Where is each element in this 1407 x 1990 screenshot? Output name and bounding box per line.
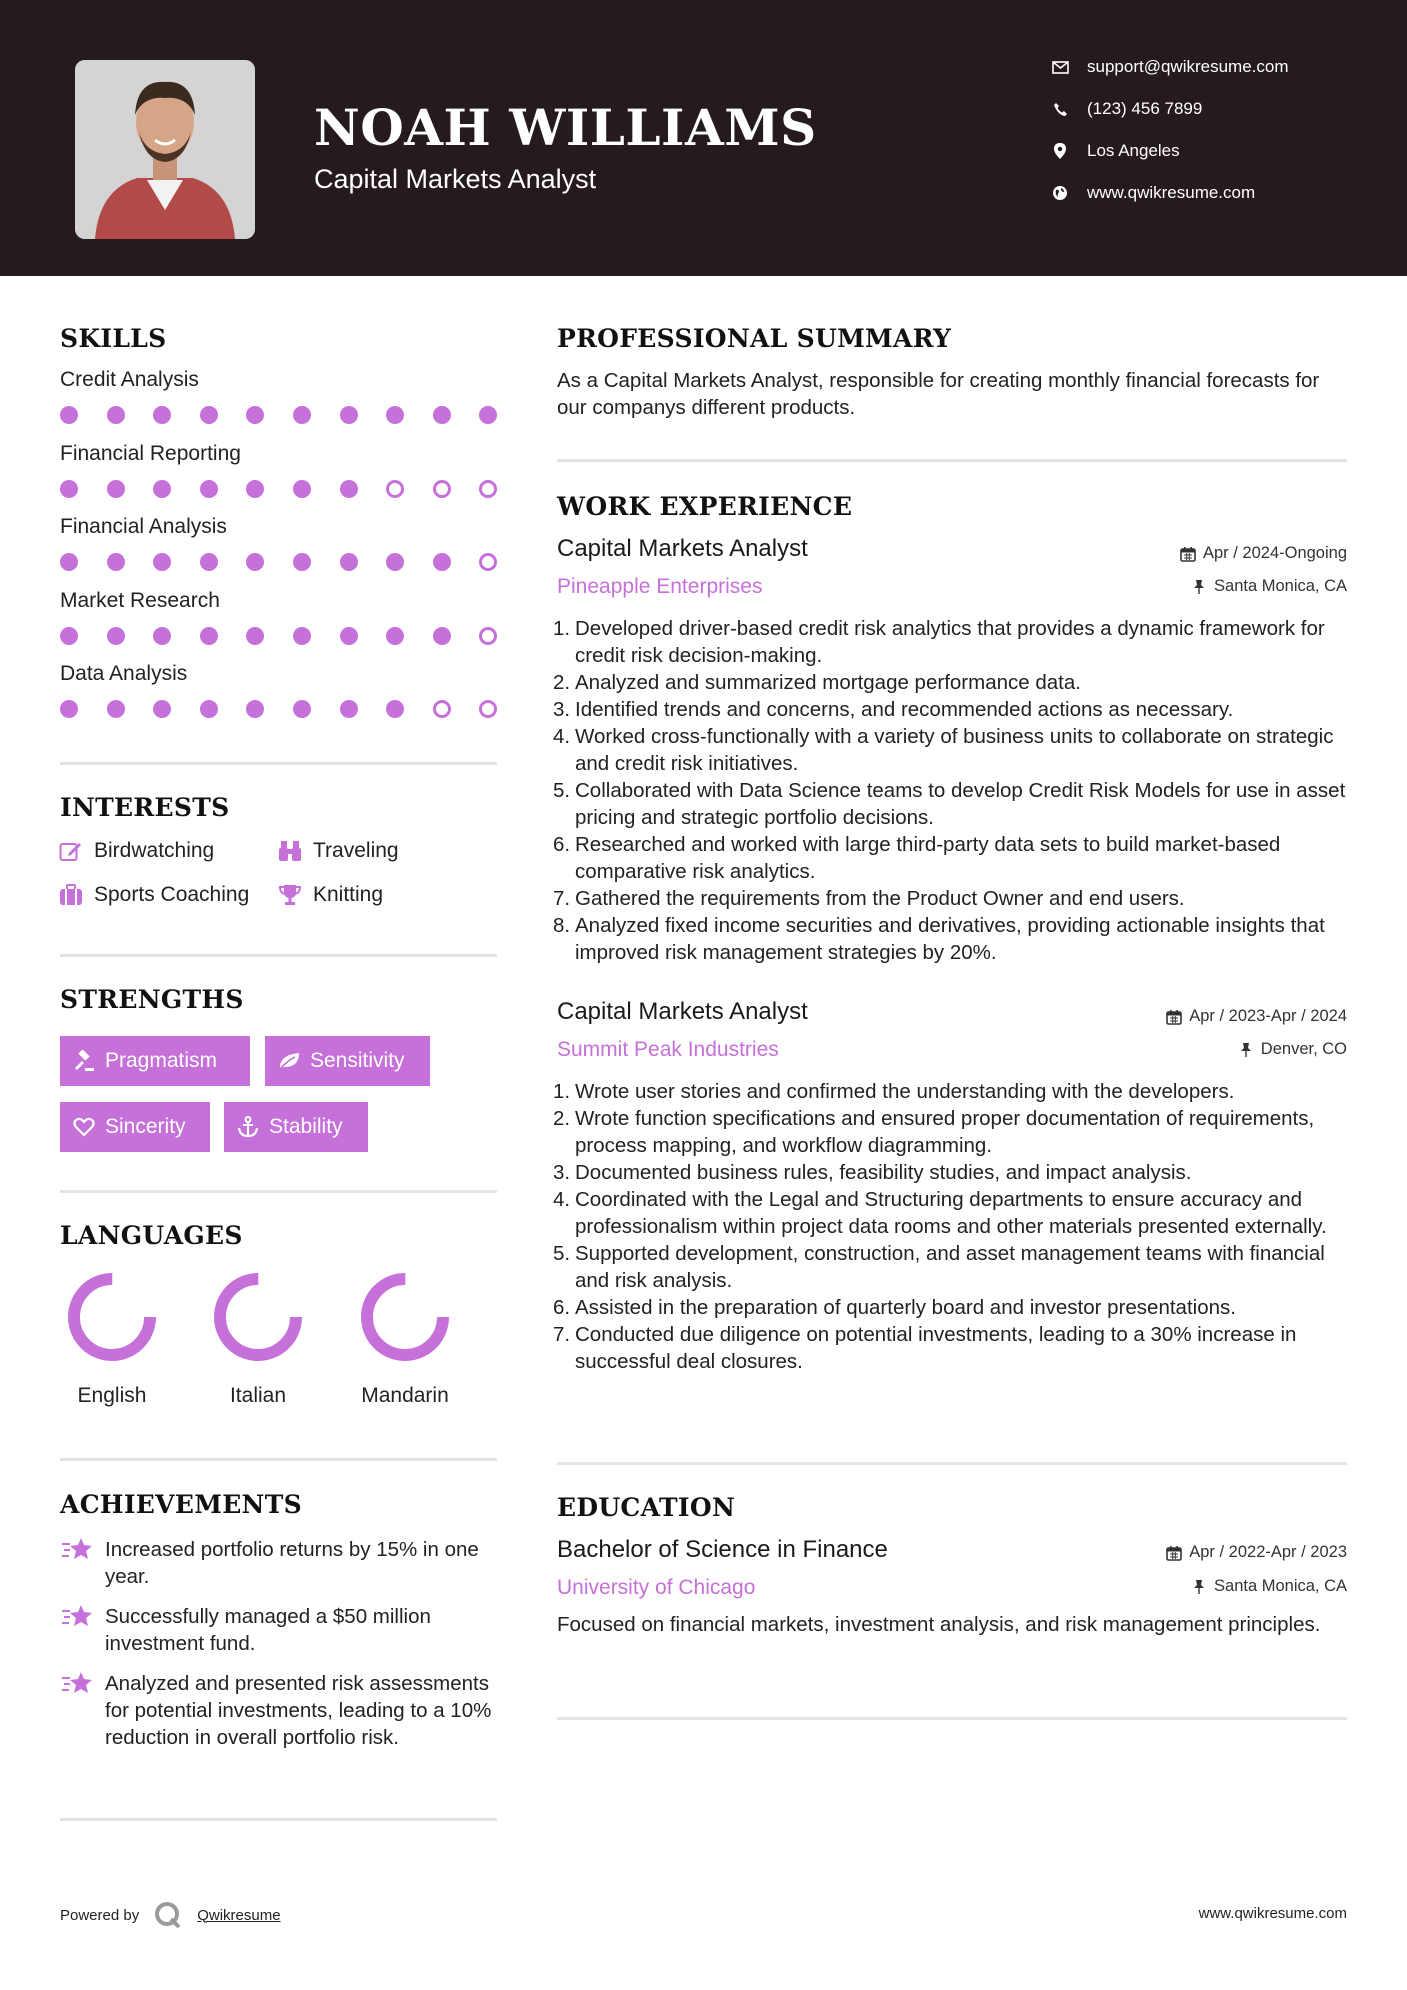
- divider: [557, 1462, 1347, 1465]
- job-title: Capital Markets Analyst: [557, 998, 808, 1025]
- divider: [557, 459, 1347, 462]
- brand-link[interactable]: Qwikresume: [197, 1906, 281, 1924]
- divider: [60, 1458, 497, 1461]
- language-item: [345, 1272, 465, 1408]
- language-item: [52, 1272, 172, 1408]
- strength-tag: [60, 1102, 210, 1152]
- divider: [60, 762, 497, 765]
- rating-dot-filled: [200, 627, 218, 645]
- responsibility-text: Identified trends and concerns, and recommended actions as necessary.: [575, 698, 1234, 721]
- rating-dot-empty: [479, 553, 497, 571]
- interest-item: [58, 838, 214, 864]
- rating-dot-empty: [479, 627, 497, 645]
- divider: [60, 1190, 497, 1193]
- responsibility-item: [553, 885, 1347, 912]
- trophy-icon: [277, 882, 303, 908]
- strength-label: Pragmatism: [105, 1049, 218, 1072]
- job-responsibilities: [553, 1078, 1347, 1375]
- skill-label: Credit Analysis: [60, 368, 199, 391]
- responsibility-text: Documented business rules, feasibility studies, and impact analysis.: [575, 1161, 1192, 1184]
- rating-dot-empty: [386, 480, 404, 498]
- divider: [557, 1717, 1347, 1720]
- suitcase-icon: [58, 882, 84, 908]
- rating-dot-filled: [246, 627, 264, 645]
- language-name: Mandarin: [361, 1384, 449, 1407]
- rating-dot-filled: [479, 406, 497, 424]
- resume-header: [0, 0, 1407, 276]
- responsibility-text: Wrote function specifications and ensured proper documentation of requirements, process mapping, and workflow diagramming.: [575, 1107, 1315, 1157]
- skills-heading: SKILLS: [60, 324, 167, 353]
- globe-icon: [1050, 183, 1070, 203]
- calendar-icon: [1165, 1544, 1183, 1562]
- star-icon: [60, 1536, 96, 1562]
- company-name: Pineapple Enterprises: [557, 575, 763, 598]
- rating-dot-filled: [386, 700, 404, 718]
- phone-icon: [1050, 99, 1070, 119]
- responsibility-item: [553, 1186, 1347, 1240]
- binoculars-icon: [277, 838, 303, 864]
- responsibility-item: [553, 777, 1347, 831]
- calendar-icon: [1165, 1008, 1183, 1026]
- rating-dot-filled: [246, 406, 264, 424]
- job-location: [1190, 577, 1347, 596]
- rating-dot-filled: [60, 700, 78, 718]
- education-description: Focused on financial markets, investment analysis, and risk management principles.: [557, 1613, 1321, 1636]
- responsibility-text: Assisted in the preparation of quarterly board and investor presentations.: [575, 1296, 1236, 1319]
- responsibility-item: [553, 669, 1347, 696]
- rating-dot-filled: [293, 406, 311, 424]
- responsibility-text: Conducted due diligence on potential investments, leading to a 30% increase in successful deal closures.: [575, 1323, 1297, 1373]
- rating-dot-empty: [433, 480, 451, 498]
- pushpin-icon: [1237, 1041, 1255, 1059]
- candidate-name: NOAH WILLIAMS: [314, 98, 817, 157]
- list-number: 4.: [553, 725, 571, 748]
- achievement-text: Increased portfolio returns by 15% in one year.: [105, 1538, 479, 1588]
- language-name: Italian: [229, 1384, 287, 1407]
- job-location-text: Santa Monica, CA: [1214, 577, 1347, 595]
- list-number: 6.: [553, 1296, 571, 1319]
- rating-dot-filled: [107, 480, 125, 498]
- education-location-text: Santa Monica, CA: [1214, 1577, 1347, 1595]
- responsibility-text: Wrote user stories and confirmed the understanding with the developers.: [575, 1080, 1235, 1103]
- responsibility-item: [553, 1159, 1347, 1186]
- skill-label: Financial Analysis: [60, 515, 227, 538]
- rating-dot-filled: [107, 553, 125, 571]
- powered-by-text: Powered by: [60, 1906, 140, 1924]
- list-number: 2.: [553, 671, 571, 694]
- rating-dot-filled: [246, 700, 264, 718]
- rating-dot-filled: [153, 627, 171, 645]
- pushpin-icon: [1190, 1578, 1208, 1596]
- list-number: 5.: [553, 779, 571, 802]
- heart-icon: [72, 1115, 96, 1139]
- rating-dot-filled: [293, 553, 311, 571]
- achievement-text: Successfully managed a $50 million investment fund.: [105, 1605, 431, 1655]
- achievement-item: [60, 1670, 500, 1751]
- anchor-icon: [236, 1115, 260, 1139]
- rating-dot-filled: [246, 553, 264, 571]
- rating-dot-filled: [60, 406, 78, 424]
- rating-dot-filled: [107, 627, 125, 645]
- job-dates: [1165, 1007, 1347, 1026]
- rating-dot-filled: [433, 406, 451, 424]
- responsibility-item: [553, 1240, 1347, 1294]
- strength-tag: [224, 1102, 368, 1152]
- list-number: 6.: [553, 833, 571, 856]
- rating-dot-filled: [153, 553, 171, 571]
- achievement-text: Analyzed and presented risk assessments for potential investments, leading to a 10% reduction in overall portfolio risk.: [105, 1672, 492, 1749]
- job-location-text: Denver, CO: [1260, 1040, 1347, 1058]
- school-name: University of Chicago: [557, 1576, 756, 1599]
- interest-label: Traveling: [313, 839, 399, 862]
- rating-dot-filled: [340, 627, 358, 645]
- strength-label: Sensitivity: [310, 1049, 405, 1072]
- rating-dot-filled: [60, 627, 78, 645]
- list-number: 7.: [553, 887, 571, 910]
- language-level-arc: [220, 1279, 296, 1355]
- star-icon: [60, 1670, 96, 1696]
- list-number: 8.: [553, 914, 571, 937]
- language-name: English: [77, 1384, 147, 1407]
- rating-dot-filled: [386, 627, 404, 645]
- education-dates-text: Apr / 2022-Apr / 2023: [1189, 1543, 1347, 1561]
- responsibility-text: Developed driver-based credit risk analytics that provides a dynamic framework for credit risk decision-making.: [575, 617, 1325, 667]
- divider: [60, 954, 497, 957]
- summary-text: As a Capital Markets Analyst, responsible for creating monthly financial forecasts for our companys different products.: [557, 369, 1320, 419]
- responsibility-text: Coordinated with the Legal and Structuring departments to ensure accuracy and professionalism within project data rooms and other materials presented externally.: [575, 1188, 1327, 1238]
- responsibility-text: Collaborated with Data Science teams to develop Credit Risk Models for use in asset pricing and strategic portfolio decisions.: [575, 779, 1346, 829]
- divider: [60, 1818, 497, 1821]
- responsibility-text: Analyzed fixed income securities and derivatives, providing actionable insights that improved risk management strategies by 20%.: [575, 914, 1325, 964]
- rating-dot-filled: [433, 553, 451, 571]
- star-icon: [60, 1603, 96, 1629]
- language-item: [198, 1272, 318, 1408]
- responsibility-item: [553, 912, 1347, 966]
- interest-item: [277, 882, 383, 908]
- rating-dot-filled: [293, 480, 311, 498]
- company-name: Summit Peak Industries: [557, 1038, 779, 1061]
- interest-label: Sports Coaching: [94, 883, 250, 906]
- strength-tag: [60, 1036, 250, 1086]
- job-location: [1237, 1040, 1347, 1059]
- map-pin-icon: [1050, 141, 1070, 161]
- rating-dot-filled: [433, 627, 451, 645]
- leaf-icon: [277, 1049, 301, 1073]
- job-dates-text: Apr / 2024-Ongoing: [1202, 544, 1347, 562]
- rating-dot-filled: [246, 480, 264, 498]
- rating-dot-filled: [60, 553, 78, 571]
- list-number: 5.: [553, 1242, 571, 1265]
- contact-email-text: support@qwikresume.com: [1087, 57, 1289, 76]
- interest-label: Knitting: [313, 883, 384, 906]
- rating-dot-filled: [200, 700, 218, 718]
- strengths-heading: STRENGTHS: [60, 985, 244, 1014]
- list-number: 3.: [553, 1161, 571, 1184]
- footer-website[interactable]: www.qwikresume.com: [1198, 1905, 1347, 1922]
- list-number: 1.: [553, 617, 571, 640]
- envelope-icon: [1050, 57, 1070, 77]
- responsibility-text: Gathered the requirements from the Product Owner and end users.: [575, 887, 1185, 910]
- language-level-ring: [213, 1272, 303, 1362]
- responsibility-text: Researched and worked with large third-party data sets to build market-based comparative risk analytics.: [575, 833, 1281, 883]
- language-level-arc: [74, 1279, 150, 1355]
- rating-dot-filled: [293, 700, 311, 718]
- job-dates: [1179, 544, 1347, 563]
- responsibility-item: [553, 1105, 1347, 1159]
- rating-dot-filled: [200, 480, 218, 498]
- profile-photo: [75, 60, 255, 239]
- contact-location: [1050, 138, 1180, 164]
- rating-dot-filled: [293, 627, 311, 645]
- list-number: 2.: [553, 1107, 571, 1130]
- responsibility-item: [553, 723, 1347, 777]
- strength-label: Stability: [269, 1115, 343, 1138]
- skill-label: Market Research: [60, 588, 220, 612]
- contact-website[interactable]: [1050, 180, 1255, 206]
- contact-phone-text: (123) 456 7899: [1087, 99, 1203, 118]
- education-dates: [1165, 1543, 1347, 1562]
- interests-heading: INTERESTS: [60, 793, 230, 822]
- interest-item: [277, 838, 399, 864]
- responsibility-text: Supported development, construction, and asset management teams with financial and risk analysis.: [575, 1242, 1325, 1292]
- degree-title: Bachelor of Science in Finance: [557, 1536, 888, 1563]
- skill-label: Data Analysis: [60, 662, 188, 685]
- rating-dot-filled: [153, 406, 171, 424]
- pushpin-icon: [1190, 578, 1208, 596]
- rating-dot-filled: [107, 406, 125, 424]
- contact-email[interactable]: [1050, 54, 1289, 80]
- responsibility-text: Worked cross-functionally with a variety of business units to collaborate on strategic and credit risk initiatives.: [575, 725, 1334, 775]
- job-title: Capital Markets Analyst: [557, 535, 808, 562]
- achievement-item: [60, 1603, 500, 1657]
- languages-heading: LANGUAGES: [60, 1221, 243, 1250]
- list-number: 4.: [553, 1188, 571, 1211]
- rating-dot-empty: [479, 700, 497, 718]
- qwikresume-logo-icon: [153, 1900, 183, 1930]
- rating-dot-empty: [433, 700, 451, 718]
- strength-tag: [265, 1036, 430, 1086]
- achievements-heading: ACHIEVEMENTS: [60, 1490, 302, 1519]
- skill-label: Financial Reporting: [60, 441, 241, 465]
- calendar-icon: [1179, 545, 1197, 563]
- responsibility-item: [553, 1294, 1347, 1321]
- powered-by: [60, 1900, 281, 1930]
- gavel-icon: [72, 1049, 96, 1073]
- responsibility-item: [553, 615, 1347, 669]
- job-dates-text: Apr / 2023-Apr / 2024: [1189, 1007, 1347, 1025]
- responsibility-item: [553, 696, 1347, 723]
- rating-dot-filled: [60, 480, 78, 498]
- list-number: 1.: [553, 1080, 571, 1103]
- rating-dot-filled: [200, 553, 218, 571]
- rating-dot-filled: [386, 553, 404, 571]
- job-responsibilities: [553, 615, 1347, 966]
- strength-label: Sincerity: [105, 1115, 186, 1138]
- language-level-arc: [367, 1279, 443, 1355]
- rating-dot-filled: [153, 480, 171, 498]
- rating-dot-empty: [479, 480, 497, 498]
- edit-icon: [58, 838, 84, 864]
- language-level-ring: [67, 1272, 157, 1362]
- achievement-item: [60, 1536, 500, 1590]
- responsibility-text: Analyzed and summarized mortgage performance data.: [575, 671, 1081, 694]
- rating-dot-filled: [340, 700, 358, 718]
- responsibility-item: [553, 1321, 1347, 1375]
- interest-label: Birdwatching: [94, 839, 215, 862]
- rating-dot-filled: [340, 553, 358, 571]
- rating-dot-filled: [340, 480, 358, 498]
- language-level-ring: [360, 1272, 450, 1362]
- education-location: [1190, 1577, 1347, 1596]
- candidate-role: Capital Markets Analyst: [314, 164, 597, 194]
- rating-dot-filled: [153, 700, 171, 718]
- contact-location-text: Los Angeles: [1087, 141, 1180, 160]
- list-number: 7.: [553, 1323, 571, 1346]
- rating-dot-filled: [386, 406, 404, 424]
- rating-dot-filled: [107, 700, 125, 718]
- contact-phone[interactable]: [1050, 96, 1202, 122]
- contact-website-text: www.qwikresume.com: [1087, 183, 1256, 202]
- rating-dot-filled: [340, 406, 358, 424]
- summary-heading: PROFESSIONAL SUMMARY: [557, 324, 952, 353]
- list-number: 3.: [553, 698, 571, 721]
- education-heading: EDUCATION: [557, 1493, 736, 1522]
- rating-dot-filled: [200, 406, 218, 424]
- responsibility-item: [553, 831, 1347, 885]
- responsibility-item: [553, 1078, 1347, 1105]
- experience-heading: WORK EXPERIENCE: [557, 492, 853, 521]
- interest-item: [58, 882, 249, 908]
